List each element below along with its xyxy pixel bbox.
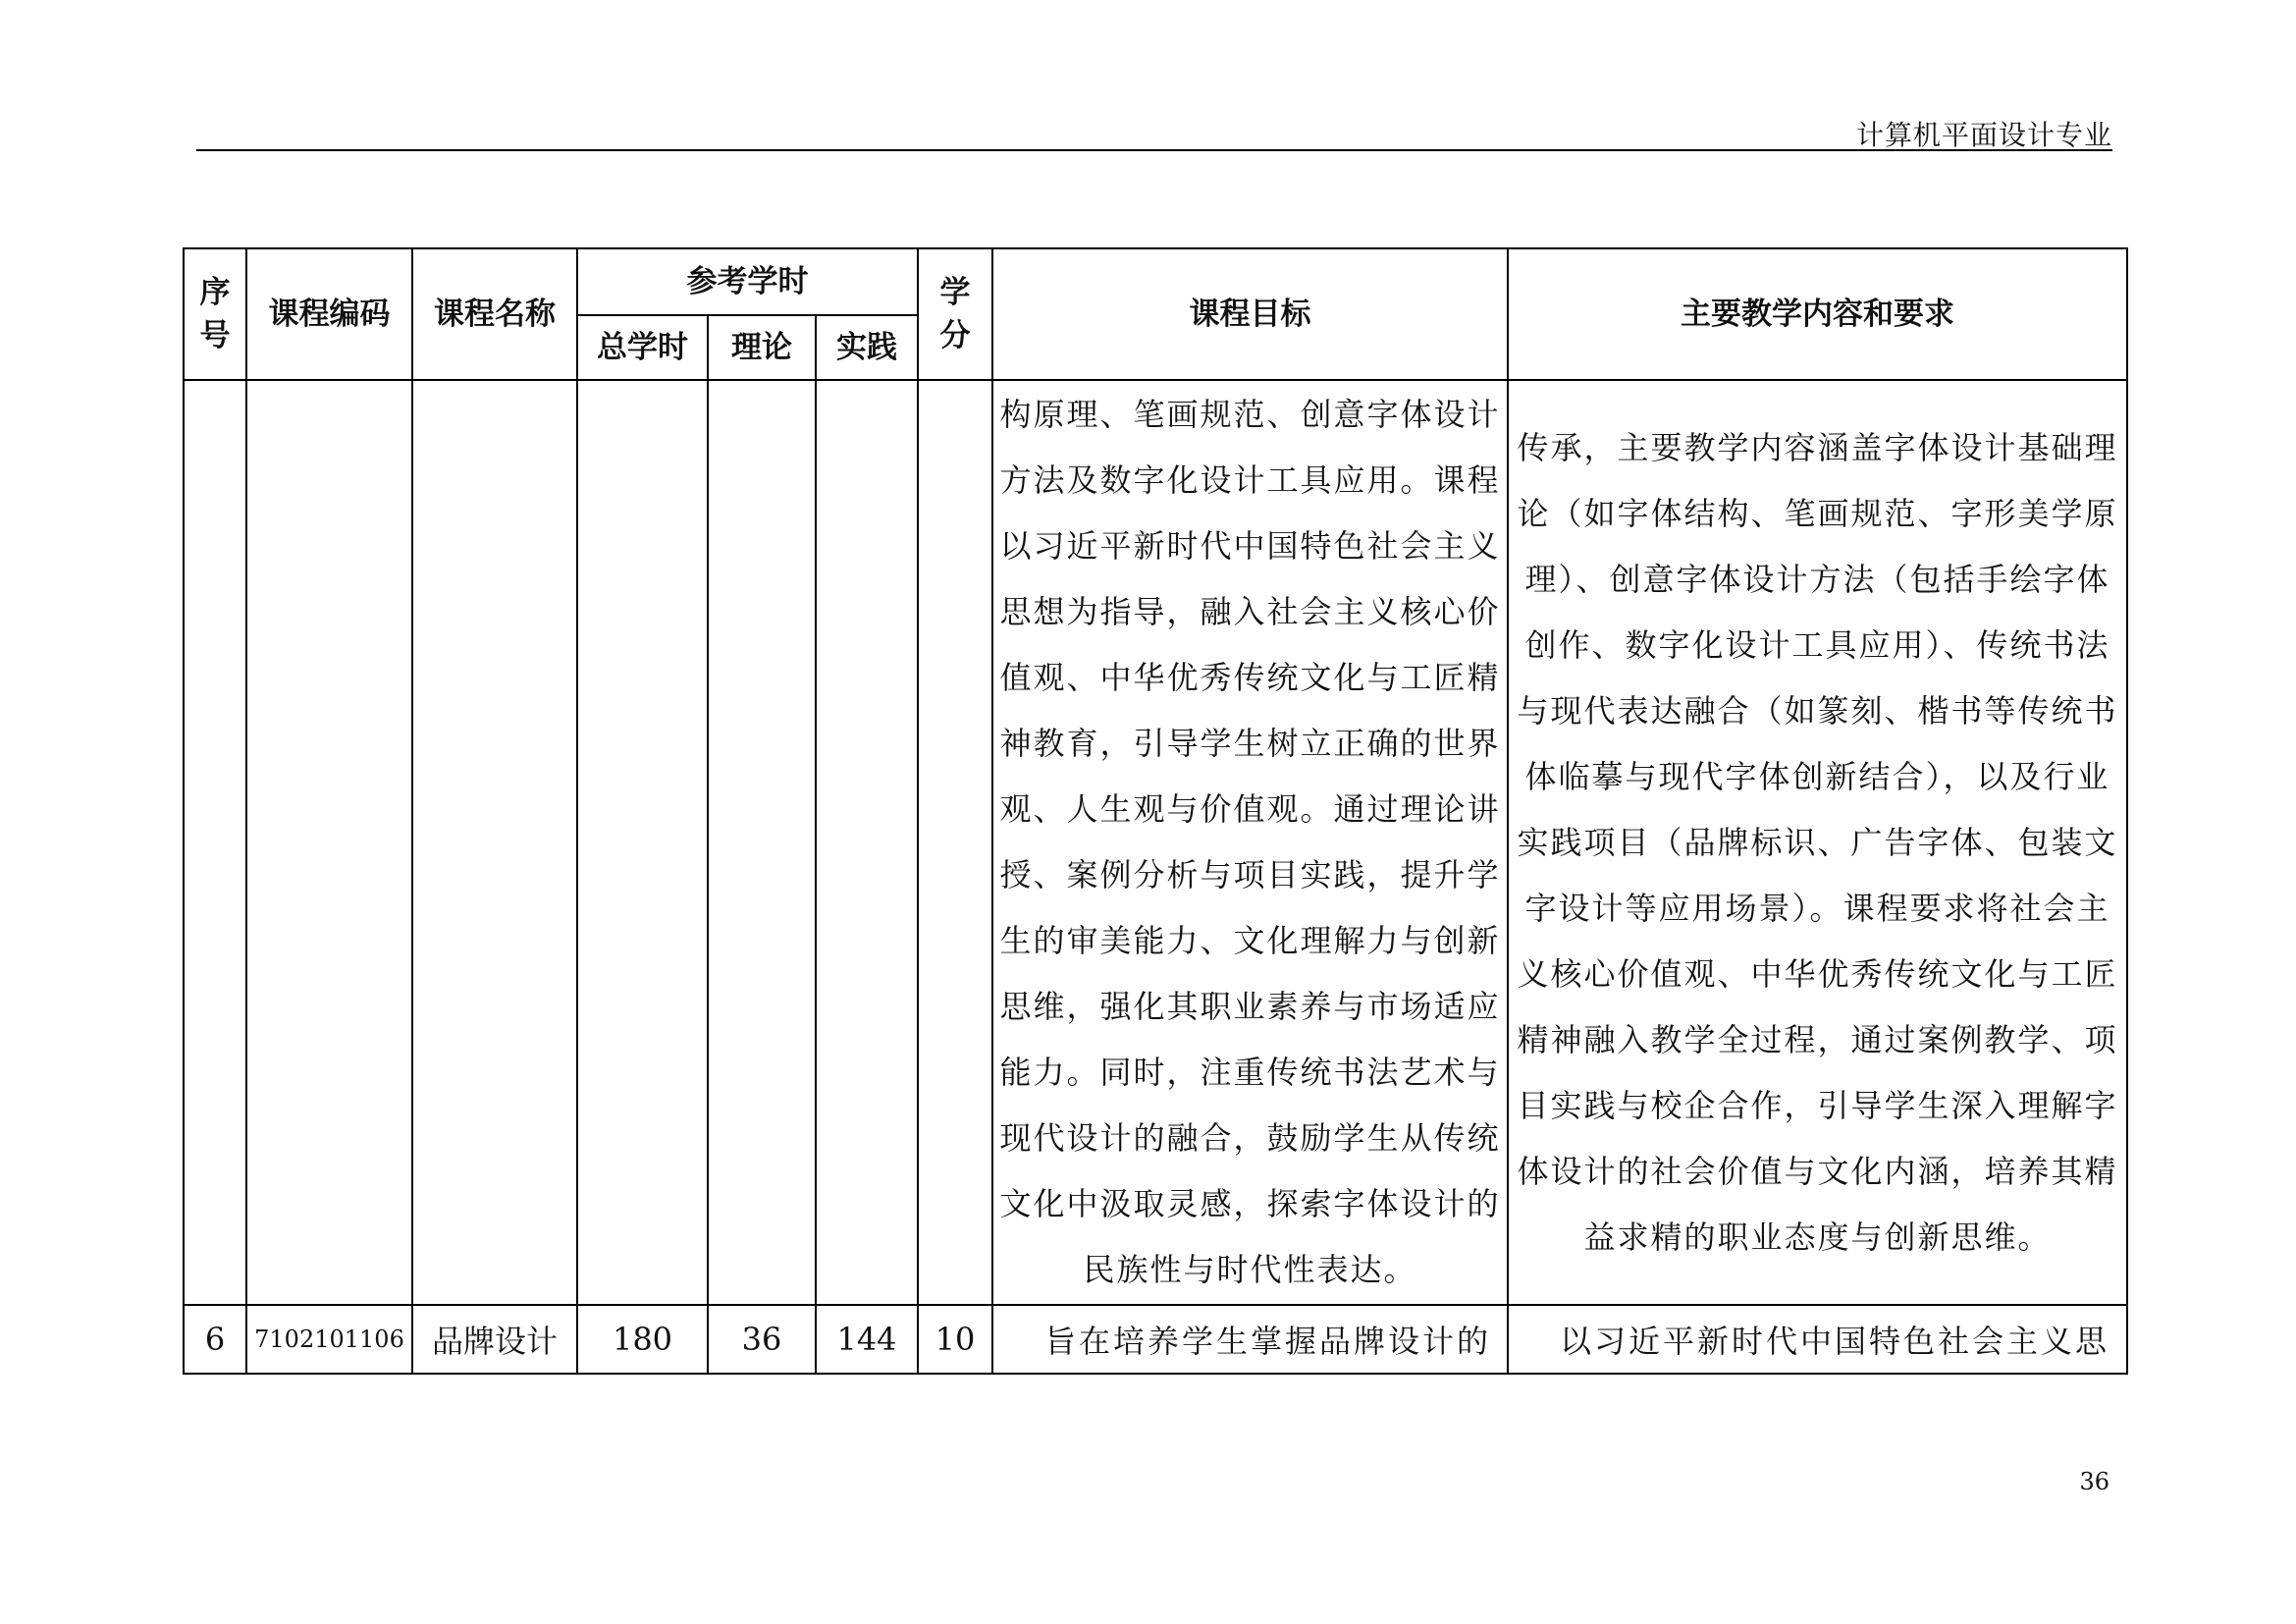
cell-content: 以习近平新时代中国特色社会主义思 xyxy=(1508,1305,2127,1374)
cell-name: 品牌设计 xyxy=(412,1305,577,1374)
cell-code: 7102101106 xyxy=(246,1305,412,1374)
cell-total-empty xyxy=(577,380,708,1305)
header-name: 课程名称 xyxy=(412,248,577,380)
header-rule xyxy=(196,149,2112,151)
cell-credit: 10 xyxy=(918,1305,992,1374)
cell-seq-empty xyxy=(184,380,246,1305)
table-row-continued xyxy=(184,380,2127,1305)
cell-content-continued: 传承，主要教学内容涵盖字体设计基础理论（如字体结构、笔画规范、字形美学原理）、创意字体设计方法（包括手绘字体创作、数字化设计工具应用）、传统书法与现代表达融合（如篆刻、楷书等传统书体临摹与现代字体创新结合），以及行业实践项目（品牌标识、广告字体、包装文字设计等应用场景）。课程要求将社会主义核心价值观、中华优秀传统文化与工匠精神融入教学全过程，通过案例教学、项目实践与校企合作，引导学生深入理解字体设计的社会价值与文化内涵，培养其精益求精的职业态度与创新思维。 xyxy=(1508,380,2127,1305)
header-seq-line1: 序 xyxy=(199,275,231,310)
cell-seq: 6 xyxy=(184,1305,246,1374)
cell-credit-empty xyxy=(918,380,992,1305)
header-credit-line1: 学 xyxy=(939,275,971,310)
header-code: 课程编码 xyxy=(246,248,412,380)
page-number: 36 xyxy=(2079,1468,2109,1495)
header-seq-line2: 号 xyxy=(199,318,231,353)
header-title: 计算机平面设计专业 xyxy=(1855,119,2112,151)
cell-theory-empty xyxy=(708,380,816,1305)
header-seq xyxy=(184,248,246,380)
header-content: 主要教学内容和要求 xyxy=(1508,248,2127,380)
cell-goal: 旨在培养学生掌握品牌设计的 xyxy=(992,1305,1508,1374)
header-goal: 课程目标 xyxy=(992,248,1508,380)
table-row xyxy=(184,1305,2127,1374)
cell-total: 180 xyxy=(577,1305,708,1374)
header-hours-practice: 实践 xyxy=(816,315,918,380)
cell-code-empty xyxy=(246,380,412,1305)
cell-practice: 144 xyxy=(816,1305,918,1374)
cell-goal-continued: 构原理、笔画规范、创意字体设计方法及数字化设计工具应用。课程以习近平新时代中国特色社会主义思想为指导，融入社会主义核心价值观、中华优秀传统文化与工匠精神教育，引导学生树立正确的世界观、人生观与价值观。通过理论讲授、案例分析与项目实践，提升学生的审美能力、文化理解力与创新思维，强化其职业素养与市场适应能力。同时，注重传统书法艺术与现代设计的融合，鼓励学生从传统文化中汲取灵感，探索字体设计的民族性与时代性表达。 xyxy=(992,380,1508,1305)
header-hours-group: 参考学时 xyxy=(577,248,918,315)
header-hours-theory: 理论 xyxy=(708,315,816,380)
cell-practice-empty xyxy=(816,380,918,1305)
cell-name-empty xyxy=(412,380,577,1305)
cell-theory: 36 xyxy=(708,1305,816,1374)
header-credit-line2: 分 xyxy=(939,318,971,353)
course-table xyxy=(183,247,2128,1375)
header-credit xyxy=(918,248,992,380)
header-hours-total: 总学时 xyxy=(577,315,708,380)
